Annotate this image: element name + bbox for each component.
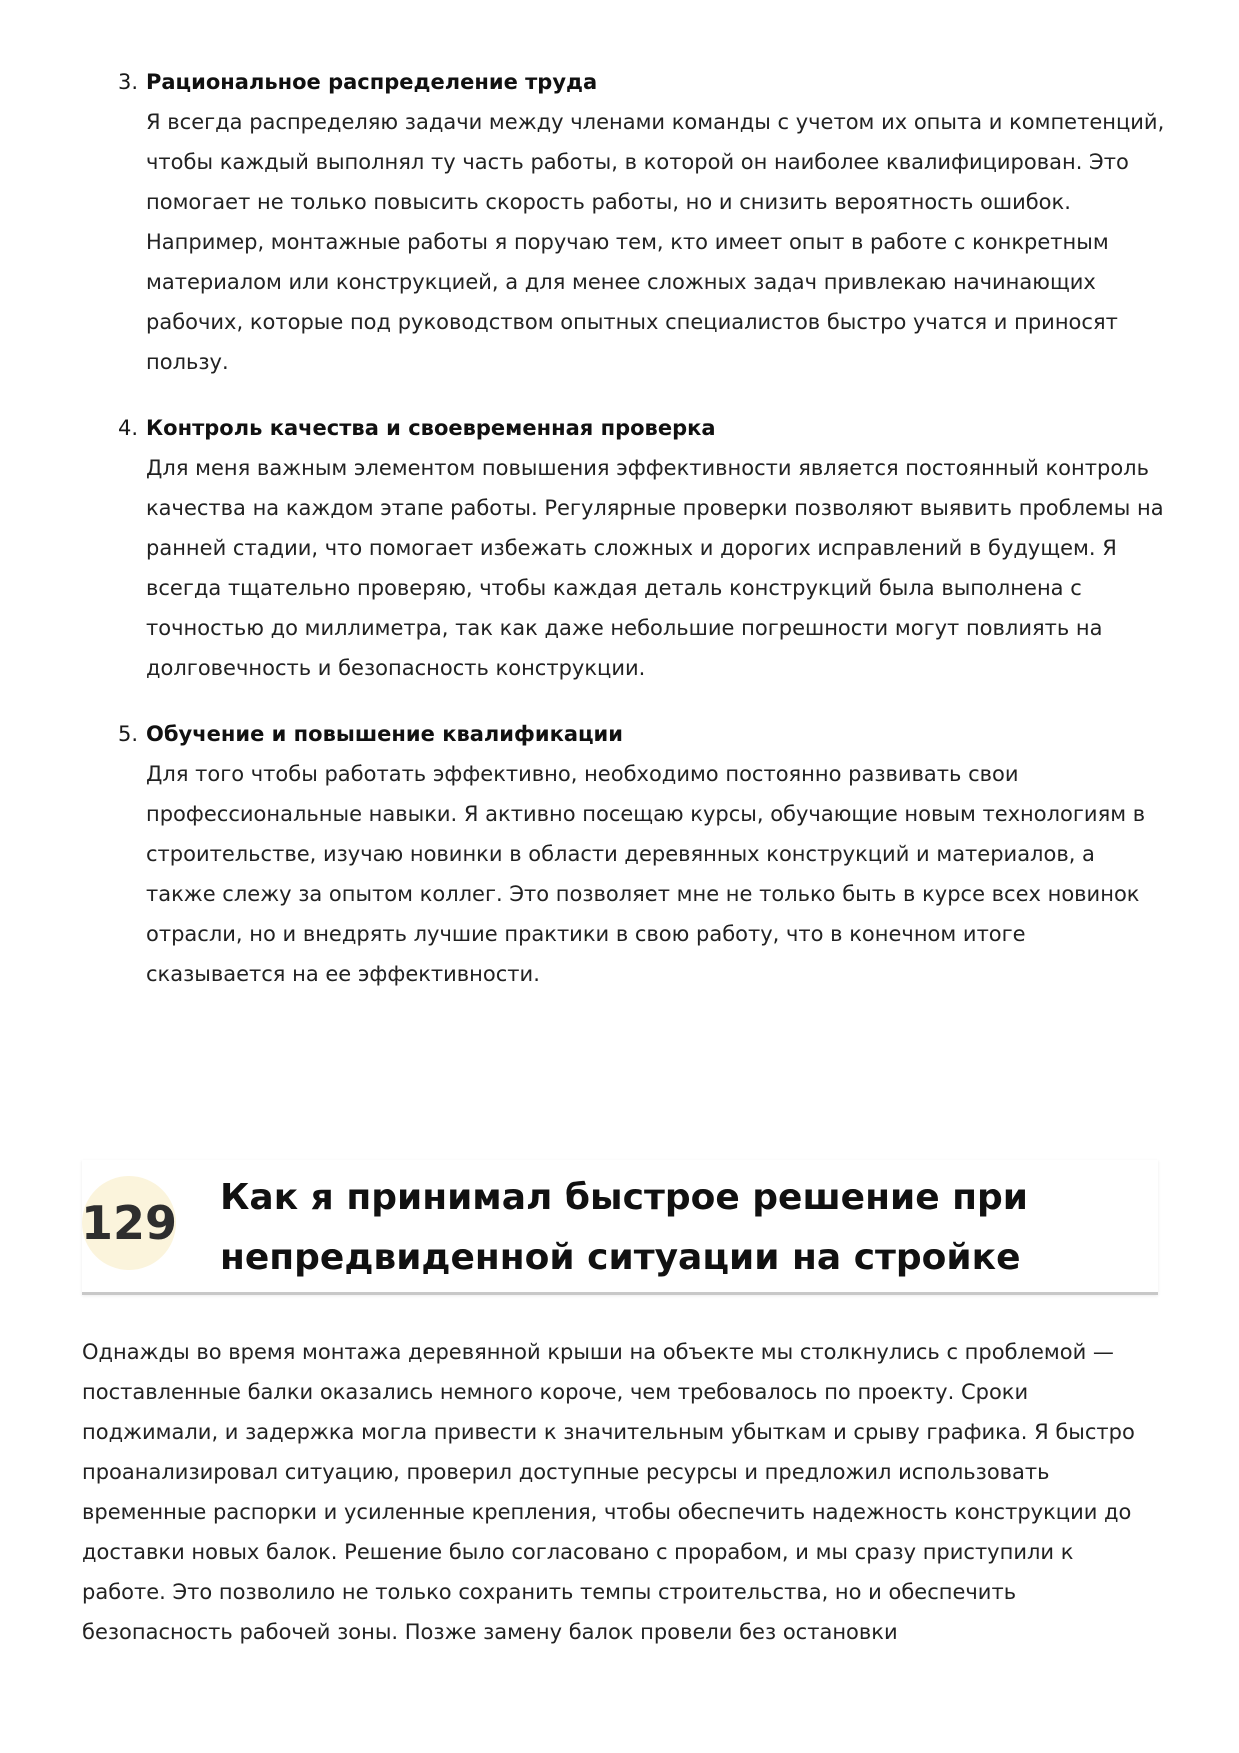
numbered-list bbox=[110, 62, 1170, 1020]
section-number-badge bbox=[82, 1176, 176, 1270]
section-intro-paragraph: Однажды во время монтажа деревянной крыши на объекте мы столкнулись с проблемой — поставленные балки оказались немного короче, чем требовалось по проекту. Сроки поджимали, и задержка могла привести к значительным убыткам и срыву графика. Я быстро проанализировал ситуацию, проверил доступные ресурсы и предложил использовать временные распорки и усиленные крепления, чтобы обеспечить надежность конструкции до доставки новых балок. Решение было согласовано с прорабом, и мы сразу приступили к работе. Это позволило не только сохранить темпы строительства, но и обеспечить безопасность рабочей зоны. Позже замену балок провели без остановки bbox=[82, 1340, 1135, 1644]
list-item bbox=[110, 714, 1170, 994]
list-item-body: Для того чтобы работать эффективно, необходимо постоянно развивать свои профессиональные навыки. Я активно посещаю курсы, обучающие новым технологиям в строительстве, изучаю новинки в области деревянных конструкций и материалов, а также слежу за опытом коллег. Это позволяет мне не только быть в курсе всех новинок отрасли, но и внедрять лучшие практики в свою работу, что в конечном итоге сказывается на ее эффективности. bbox=[146, 762, 1146, 986]
section-number: 129 bbox=[80, 1196, 178, 1250]
list-item-number: 3. bbox=[118, 70, 139, 94]
list-item-body: Для меня важным элементом повышения эффективности является постоянный контроль качества на каждом этапе работы. Регулярные проверки позволяют выявить проблемы на ранней стадии, что помогает избежать сложных и дорогих исправлений в будущем. Я всегда тщательно проверяю, чтобы каждая деталь конструкций была выполнена с точностью до миллиметра, так как даже небольшие погрешности могут повлиять на долговечность и безопасность конструкции. bbox=[146, 456, 1164, 680]
list-item-title: Контроль качества и своевременная проверка bbox=[146, 416, 716, 440]
list-item-number: 5. bbox=[118, 722, 139, 746]
section-title: Как я принимал быстрое решение при непредвиденной ситуации на стройке bbox=[220, 1177, 1029, 1278]
list-item bbox=[110, 408, 1170, 688]
section-header bbox=[82, 1160, 1158, 1295]
list-item bbox=[110, 62, 1170, 382]
list-item-number: 4. bbox=[118, 416, 139, 440]
list-item-body: Я всегда распределяю задачи между членами команды с учетом их опыта и компетенций, чтобы каждый выполнял ту часть работы, в которой он наиболее квалифицирован. Это помогает не только повысить скорость работы, но и снизить вероятность ошибок. Например, монтажные работы я поручаю тем, кто имеет опыт в работе с конкретным материалом или конструкцией, а для менее сложных задач привлекаю начинающих рабочих, которые под руководством опытных специалистов быстро учатся и приносят пользу. bbox=[146, 110, 1165, 374]
list-item-title: Обучение и повышение квалификации bbox=[146, 722, 623, 746]
list-item-title: Рациональное распределение труда bbox=[146, 70, 598, 94]
